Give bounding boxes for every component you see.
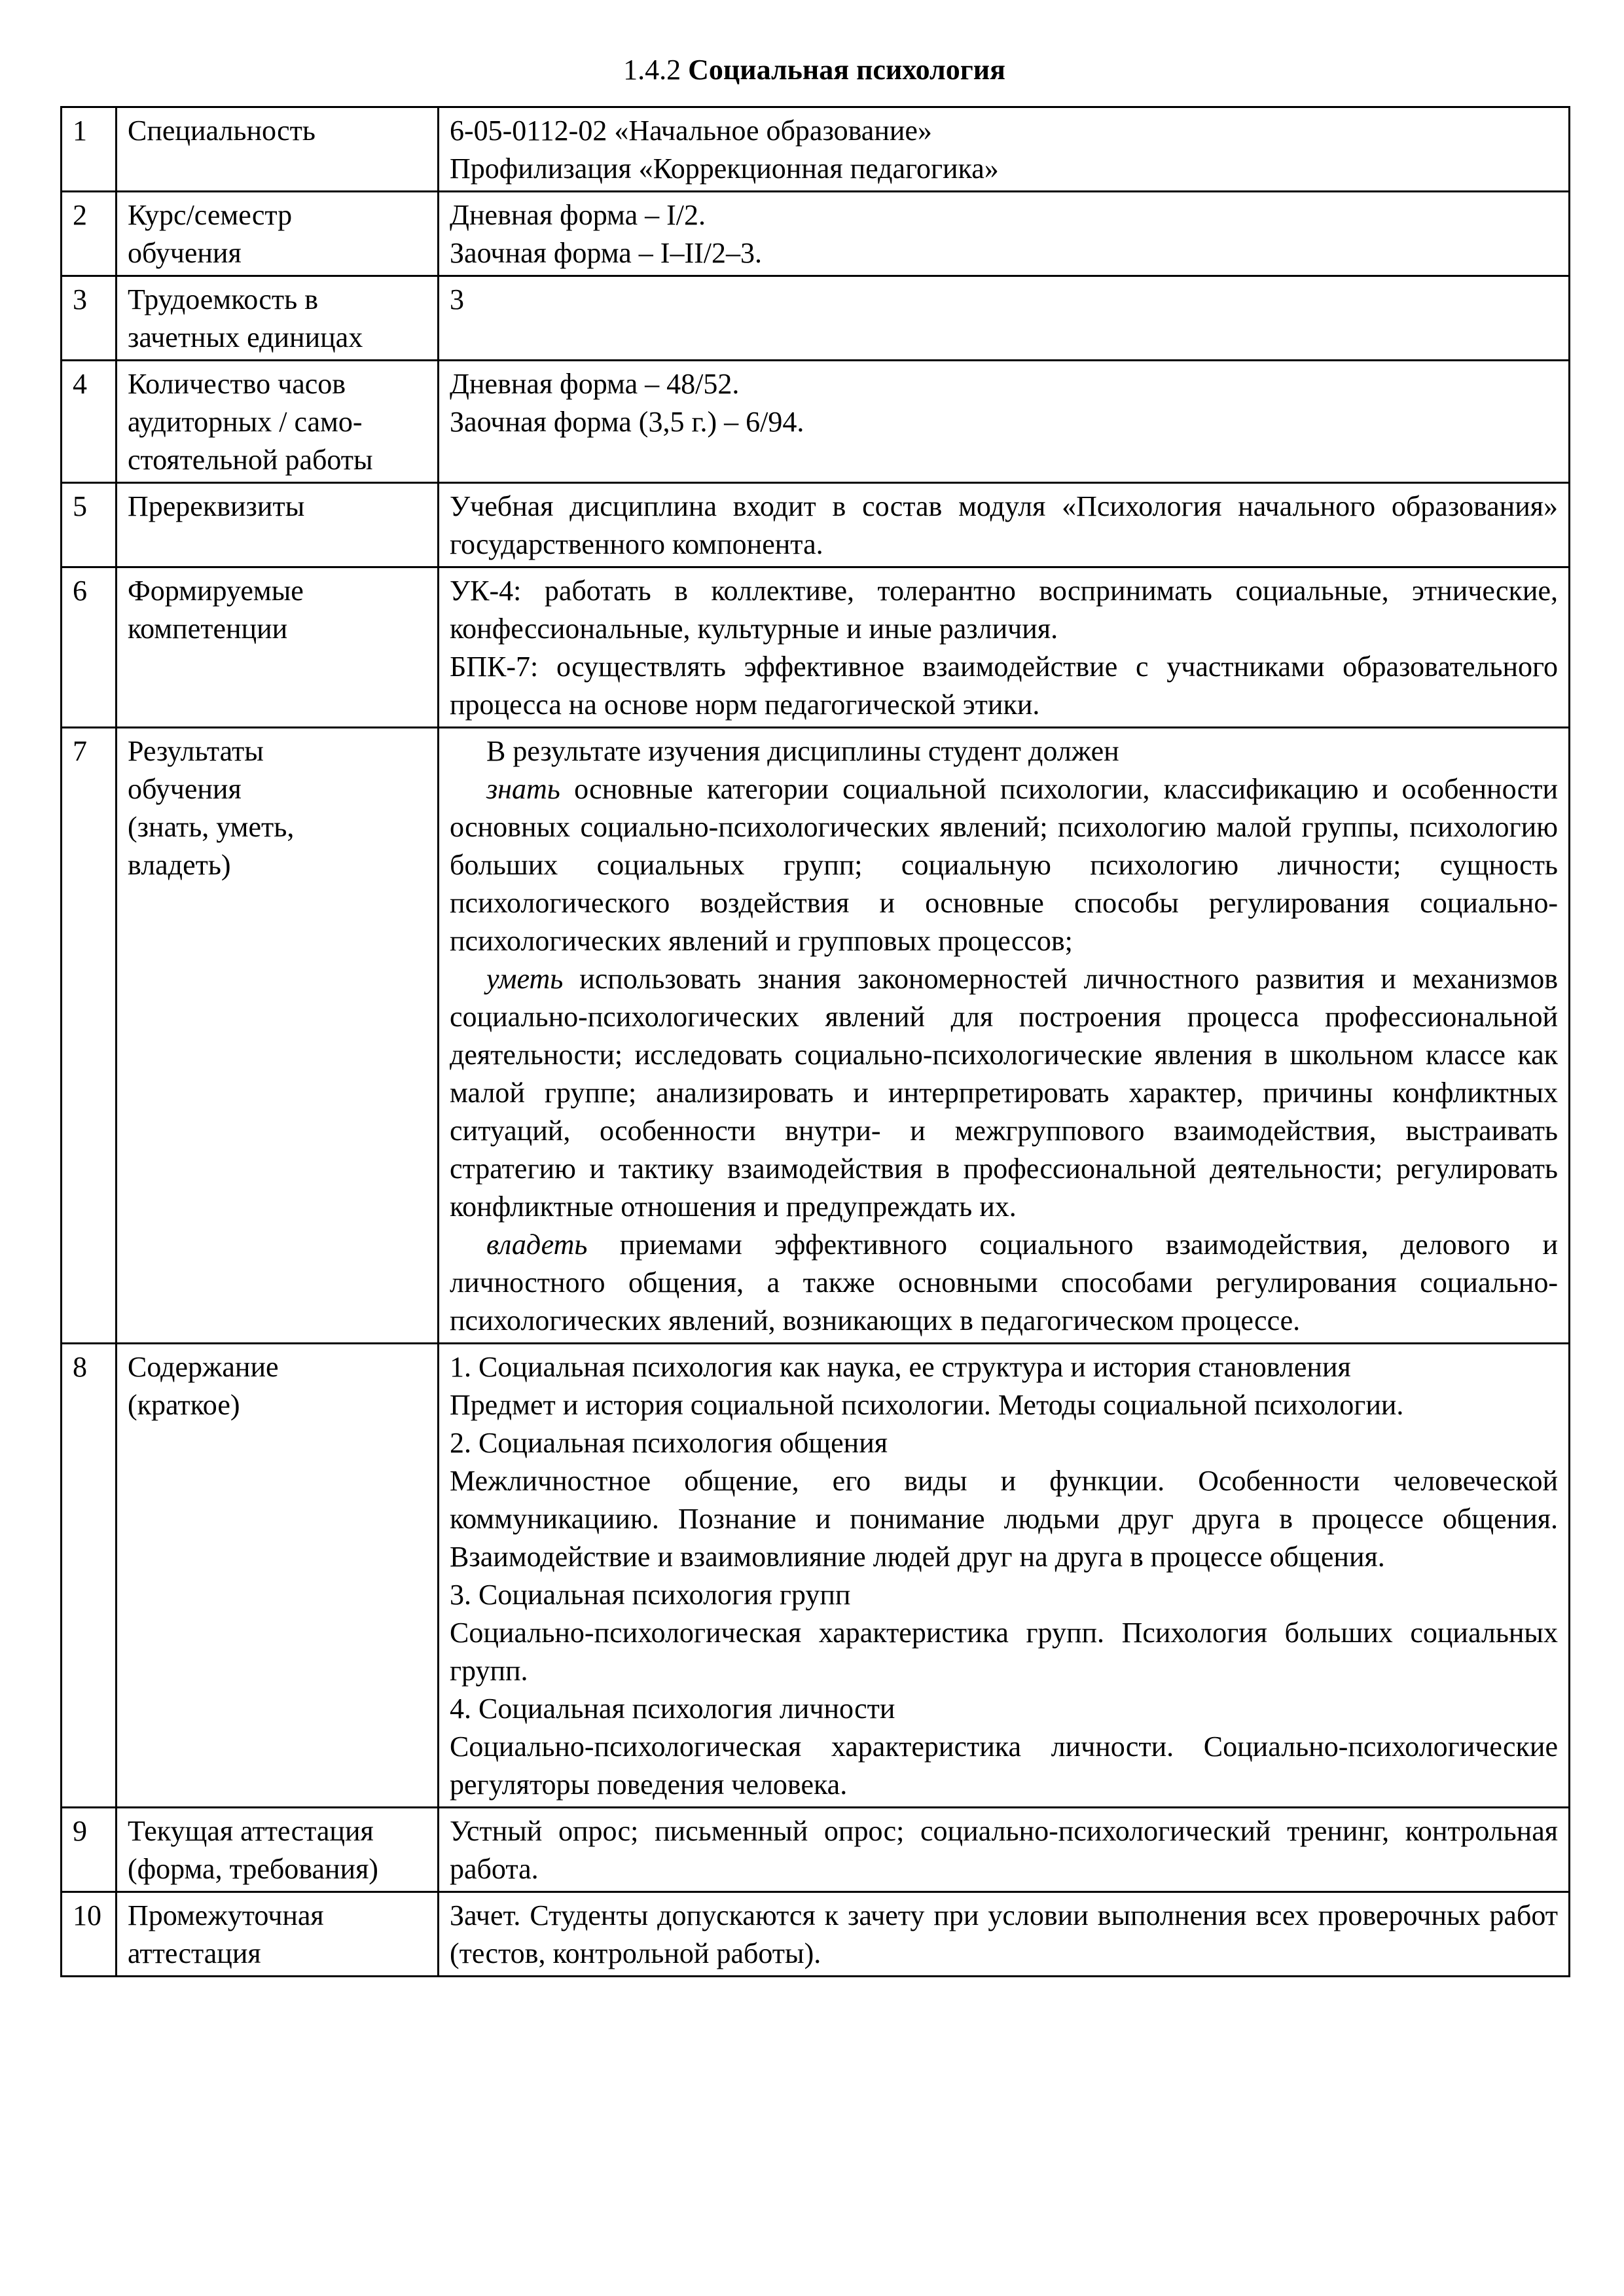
label-line: зачетных единицах <box>128 321 363 353</box>
row-number: 10 <box>62 1892 117 1977</box>
row-label <box>117 1808 439 1892</box>
section-heading: 3. Социальная психология групп <box>450 1579 851 1611</box>
row-number: 6 <box>62 567 117 728</box>
label-line: (знать, уметь, <box>128 811 295 843</box>
content-line: 3 <box>450 283 464 315</box>
label-line: аудиторных / само- <box>128 406 363 438</box>
syllabus-table <box>60 106 1570 1977</box>
label-line: Формируемые <box>128 575 304 607</box>
outcome-master <box>450 1226 1558 1340</box>
label-line: Текущая аттестация <box>128 1815 374 1847</box>
row-label <box>117 361 439 483</box>
outcome-text: основные категории социальной психологии, классификацию и особенности основных социально-психологических явлений; психологию малой группы, психологию больших социальных групп; социальную психологию личности; сущность психологического воздействия и основные способы регулирования социально-психологических явлений и групповых процессов; <box>450 773 1558 957</box>
content-paragraph: Зачет. Студенты допускаются к зачету при условии выполнения всех проверочных работ (тестов, контрольной работы). <box>450 1899 1558 1969</box>
content-line: Дневная форма – I/2. <box>450 199 706 231</box>
row-label <box>117 1892 439 1977</box>
row-label <box>117 567 439 728</box>
section-heading: 2. Социальная психология общения <box>450 1427 888 1459</box>
content-line: 6-05-0112-02 «Начальное образование» <box>450 115 932 147</box>
row-content <box>439 1344 1570 1808</box>
table-row <box>62 1808 1570 1892</box>
row-number: 1 <box>62 107 117 192</box>
section-heading: 1. Социальная психология как наука, ее структура и история становления <box>450 1351 1351 1383</box>
row-content <box>439 107 1570 192</box>
label-line: стоятельной работы <box>128 444 373 476</box>
row-content <box>439 1892 1570 1977</box>
label-line: Курс/семестр <box>128 199 293 231</box>
label-line: обучения <box>128 237 242 269</box>
content-paragraph: Учебная дисциплина входит в состав модуля «Психология начального образования» государственного компонента. <box>450 490 1558 560</box>
page-title <box>60 51 1568 89</box>
label-line: компетенции <box>128 613 288 645</box>
outcome-term: владеть <box>486 1229 588 1261</box>
section-text: Социально-психологическая характеристика личности. Социально-психологические регуляторы поведения человека. <box>450 1731 1558 1801</box>
row-label <box>117 1344 439 1808</box>
outcome-text: использовать знания закономерностей личностного развития и механизмов социально-психологических явлений для построения процесса профессиональной деятельности; исследовать социально-психологические явления в школьном классе как малой группе; анализировать и интерпретировать характер, причины конфликтных ситуаций, особенности внутри- и межгруппового взаимодействия, выстраивать стратегию и тактику взаимодействия в профессиональной деятельности; регулировать конфликтные отношения и предупреждать их. <box>450 963 1558 1223</box>
row-content <box>439 276 1570 361</box>
table-row <box>62 107 1570 192</box>
row-content <box>439 361 1570 483</box>
table-row <box>62 728 1570 1344</box>
row-content <box>439 728 1570 1344</box>
table-row <box>62 1344 1570 1808</box>
label-line: Пререквизиты <box>128 490 305 522</box>
row-label <box>117 107 439 192</box>
table-row <box>62 567 1570 728</box>
row-number: 9 <box>62 1808 117 1892</box>
section-text: Предмет и история социальной психологии. Методы социальной психологии. <box>450 1389 1404 1421</box>
row-content <box>439 567 1570 728</box>
competence-uk4: УК-4: работать в коллективе, толерантно воспринимать социальные, этнические, конфессиональные, культурные и иные различия. <box>450 575 1558 645</box>
label-line: Промежуточная <box>128 1899 324 1931</box>
section-text: Социально-психологическая характеристика групп. Психология больших социальных групп. <box>450 1617 1558 1687</box>
label-line: Специальность <box>128 115 316 147</box>
table-row <box>62 483 1570 567</box>
section-text: Межличностное общение, его виды и функции. Особенности человеческой коммуникациию. Познание и понимание людьми друг друга в процессе общения. Взаимодействие и взаимовлияние людей друг на друга в процессе общения. <box>450 1465 1558 1573</box>
table-row <box>62 276 1570 361</box>
section-heading: 4. Социальная психология личности <box>450 1693 895 1725</box>
title-number: 1.4.2 <box>623 54 681 86</box>
title-text: Социальная психология <box>688 54 1005 86</box>
label-line: Содержание <box>128 1351 279 1383</box>
row-number: 4 <box>62 361 117 483</box>
table-row <box>62 361 1570 483</box>
content-line: Дневная форма – 48/52. <box>450 368 740 400</box>
label-line: Трудоемкость в <box>128 283 318 315</box>
label-line: аттестация <box>128 1937 261 1969</box>
row-number: 7 <box>62 728 117 1344</box>
label-line: Результаты <box>128 735 264 767</box>
outcome-can <box>450 960 1558 1226</box>
label-line: (форма, требования) <box>128 1853 378 1885</box>
row-label <box>117 276 439 361</box>
outcome-text: приемами эффективного социального взаимодействия, делового и личностного общения, а также основными способами регулирования социально-психологических явлений, возникающих в педагогическом процессе. <box>450 1229 1558 1336</box>
label-line: владеть) <box>128 849 231 881</box>
row-label <box>117 728 439 1344</box>
row-number: 2 <box>62 192 117 276</box>
content-line: Заочная форма – I–II/2–3. <box>450 237 762 269</box>
label-line: обучения <box>128 773 242 805</box>
content-line: Профилизация «Коррекционная педагогика» <box>450 152 999 185</box>
row-content <box>439 483 1570 567</box>
row-label <box>117 483 439 567</box>
label-line: Количество часов <box>128 368 346 400</box>
content-paragraph: Устный опрос; письменный опрос; социально-психологический тренинг, контрольная работа. <box>450 1815 1558 1885</box>
table-row <box>62 192 1570 276</box>
row-number: 3 <box>62 276 117 361</box>
row-number: 8 <box>62 1344 117 1808</box>
row-content <box>439 1808 1570 1892</box>
outcomes-intro: В результате изучения дисциплины студент должен <box>486 735 1119 767</box>
outcome-term: знать <box>486 773 560 805</box>
outcome-term: уметь <box>486 963 564 995</box>
row-number: 5 <box>62 483 117 567</box>
row-content <box>439 192 1570 276</box>
row-label <box>117 192 439 276</box>
content-line: Заочная форма (3,5 г.) – 6/94. <box>450 406 804 438</box>
outcome-know <box>450 770 1558 960</box>
competence-bpk7: БПК-7: осуществлять эффективное взаимодействие с участниками образовательного процесса на основе норм педагогической этики. <box>450 651 1558 721</box>
label-line: (краткое) <box>128 1389 240 1421</box>
table-row <box>62 1892 1570 1977</box>
